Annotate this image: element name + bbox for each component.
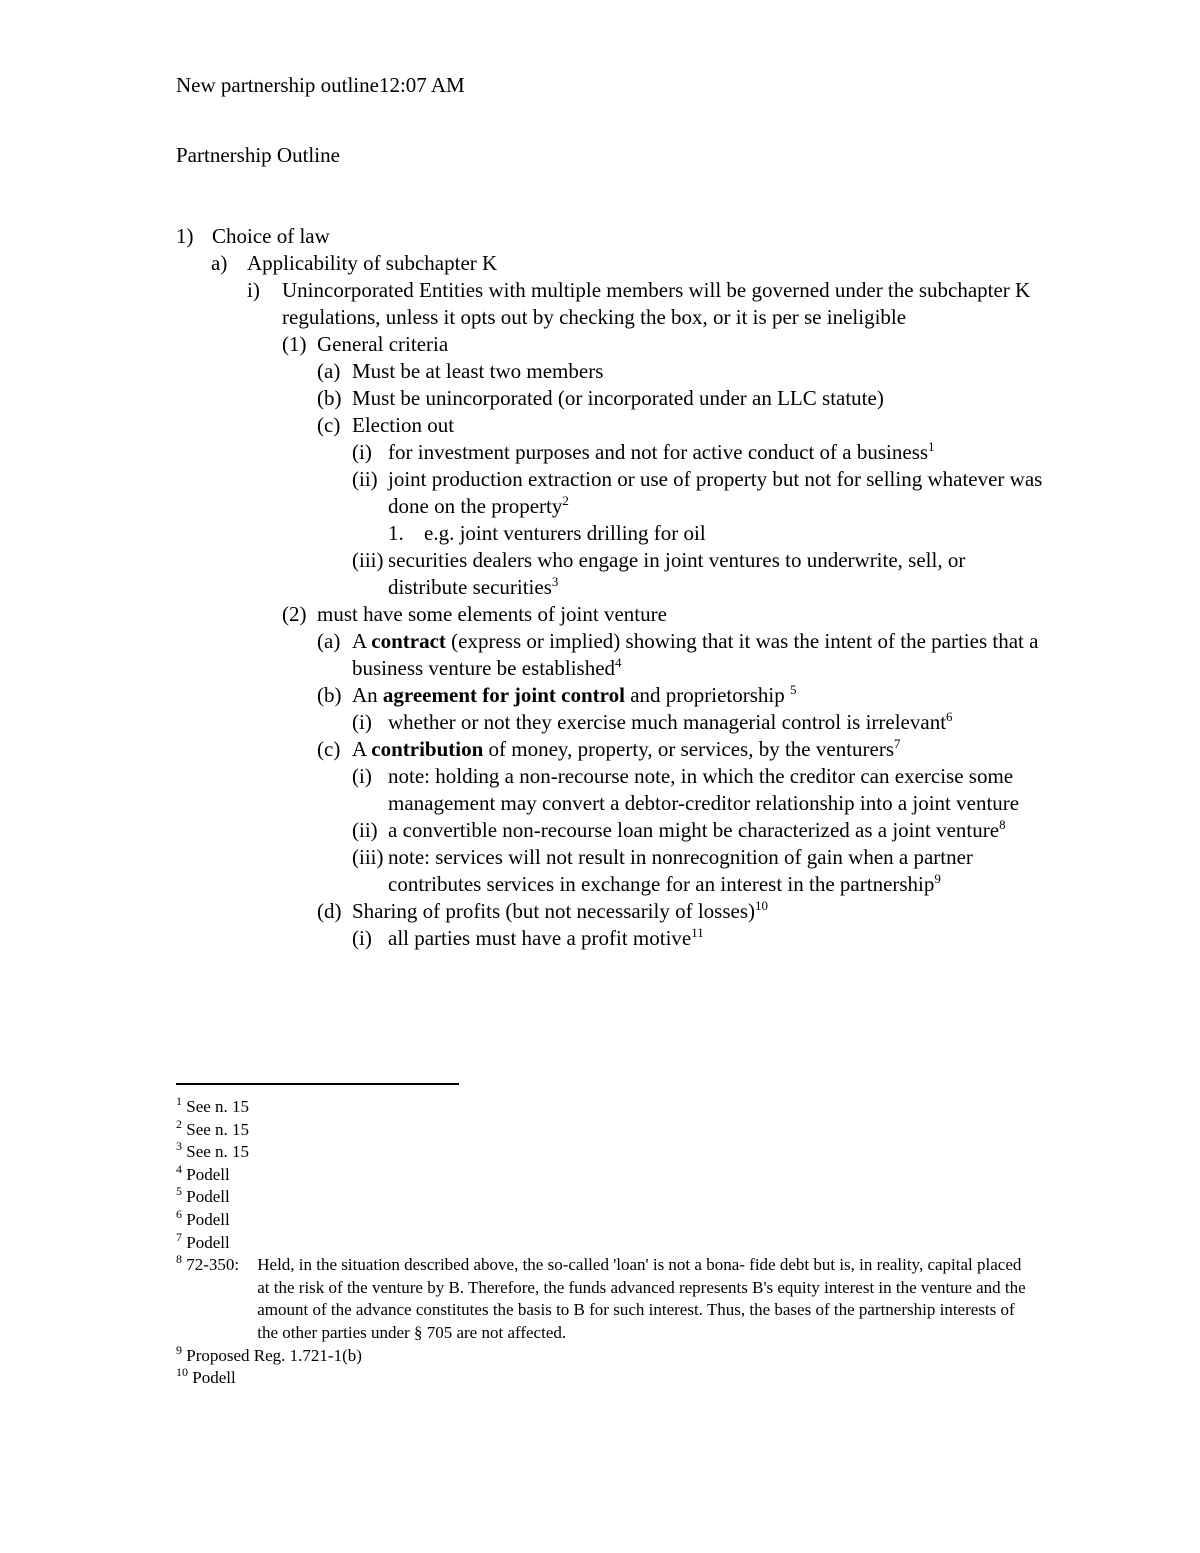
outline-text: whether or not they exercise much managerial control is irrelevant <box>388 710 947 734</box>
footnote-number: 7 <box>176 1229 182 1244</box>
outline-text: all parties must have a profit motive <box>388 926 692 950</box>
footnote-ref: 11 <box>691 925 704 940</box>
outline-text-pre: A <box>352 629 372 653</box>
outline-text-pre: An <box>352 683 383 707</box>
outline-text-post: (express or implied) showing that it was the intent of the parties that a business venture be established <box>352 629 1039 680</box>
footnote-lead: 72-350: <box>186 1255 240 1275</box>
footnote-text: See n. 15 <box>186 1142 250 1162</box>
footnote-number: 4 <box>176 1161 182 1176</box>
outline-item-n2d <box>176 898 1046 925</box>
outline-text: for investment purposes and not for active conduct of a business <box>388 440 929 464</box>
footnote-text: See n. 15 <box>186 1119 250 1139</box>
footnotes <box>176 1096 1036 1390</box>
outline-label: (ii) <box>352 467 378 491</box>
outline-label: (i) <box>352 926 372 950</box>
footnote-ref: 7 <box>894 736 901 751</box>
footnote-10 <box>176 1367 1036 1390</box>
outline-text: joint production extraction or use of property but not for selling whatever was done on the property <box>388 467 1043 518</box>
footnote-text: Proposed Reg. 1.721-1(b) <box>186 1345 362 1365</box>
footnote-number: 2 <box>176 1116 182 1131</box>
outline-text: General criteria <box>317 332 449 356</box>
footnote-text: Podell <box>186 1209 230 1229</box>
outline-text: Applicability of subchapter K <box>247 251 498 275</box>
outline-text: Choice of law <box>212 224 330 248</box>
footnote-number: 3 <box>176 1139 182 1154</box>
outline-label: (iii) <box>352 845 384 869</box>
outline-item-n1cii <box>176 466 1046 520</box>
footnote-text: Podell <box>186 1232 230 1252</box>
outline-text: note: services will not result in nonrecognition of gain when a partner contributes services in exchange for an interest in the partnership <box>388 845 973 896</box>
footnote-2 <box>176 1116 1036 1142</box>
footnote-text: Podell <box>192 1368 236 1388</box>
footnote-ref: 5 <box>790 682 797 697</box>
outline-item-n1ci <box>176 439 1046 466</box>
outline-bold-term: contract <box>371 629 446 653</box>
outline-label: 1. <box>388 521 404 545</box>
outline-label: (i) <box>352 764 372 788</box>
outline-label: (i) <box>352 440 372 464</box>
outline-text: must have some elements of joint venture <box>317 602 667 626</box>
outline-item-n2bi <box>176 709 1046 736</box>
outline <box>176 223 1046 952</box>
outline-label: (b) <box>317 683 342 707</box>
footnote-ref: 1 <box>928 439 935 454</box>
outline-label: (a) <box>317 629 341 653</box>
footnote-number: 6 <box>176 1206 182 1221</box>
header-doc-name: New partnership outline <box>176 73 379 97</box>
footnote-ref: 9 <box>934 871 941 886</box>
footnote-5 <box>176 1186 1036 1209</box>
outline-item-n1b <box>176 385 1046 412</box>
outline-text: Election out <box>352 413 455 437</box>
page-header <box>176 72 465 99</box>
outline-label: (2) <box>282 602 307 626</box>
outline-item-1a <box>176 250 1046 277</box>
page-title: Partnership Outline <box>176 143 340 167</box>
outline-item-n2di <box>176 925 1046 952</box>
footnote-3 <box>176 1141 1036 1164</box>
footnote-number: 9 <box>176 1342 182 1357</box>
footnote-4 <box>176 1161 1036 1187</box>
footnote-text: Held, in the situation described above, the so-called 'loan' is not a bona- fide debt but is, in reality, capital placed at the risk of the venture by B. Therefore, the funds advanced represents B's equity interest in the venture and the amount of the advance constitutes the basis to B for such interest. Thus, the bases of the partnership interests of the other parties under § 705 are not affected. <box>257 1255 1026 1342</box>
outline-bold-term: contribution <box>371 737 484 761</box>
footnote-ref: 6 <box>946 709 953 724</box>
outline-item-n2cii <box>176 817 1046 844</box>
footnote-6 <box>176 1206 1036 1232</box>
footnote-7 <box>176 1229 1036 1255</box>
outline-label: (iii) <box>352 548 384 572</box>
outline-text-pre: A <box>352 737 372 761</box>
outline-text: securities dealers who engage in joint ventures to underwrite, sell, or distribute securities <box>388 548 966 599</box>
outline-item-n2ciii <box>176 844 1046 898</box>
outline-text-post: of money, property, or services, by the venturers <box>483 737 895 761</box>
outline-text: note: holding a non-recourse note, in which the creditor can exercise some management may convert a debtor-creditor relationship into a joint venture <box>388 764 1020 815</box>
outline-item-n2ci <box>176 763 1046 817</box>
outline-label: (b) <box>317 386 342 410</box>
footnote-ref: 4 <box>615 655 622 670</box>
footnote-number: 10 <box>176 1365 188 1380</box>
outline-item-1ai <box>176 277 1046 331</box>
outline-label: (1) <box>282 332 307 356</box>
footnote-ref: 8 <box>999 817 1006 832</box>
outline-item-1 <box>176 223 1046 250</box>
outline-label: (i) <box>352 710 372 734</box>
outline-label: i) <box>247 278 260 302</box>
outline-text: Must be at least two members <box>352 359 604 383</box>
footnote-number: 5 <box>176 1184 182 1199</box>
outline-text: Unincorporated Entities with multiple members will be governed under the subchapter K regulations, unless it opts out by checking the box, or it is per se ineligible <box>282 278 1031 329</box>
outline-item-n1cii1 <box>176 520 1046 547</box>
outline-item-n2 <box>176 601 1046 628</box>
outline-item-n1ciii <box>176 547 1046 601</box>
outline-label: 1) <box>176 224 194 248</box>
outline-text-post: and proprietorship <box>624 683 790 707</box>
outline-item-n2a <box>176 628 1046 682</box>
outline-text: Must be unincorporated (or incorporated under an LLC statute) <box>352 386 884 410</box>
outline-item-n2c <box>176 736 1046 763</box>
outline-label: (c) <box>317 413 341 437</box>
footnote-9 <box>176 1342 1036 1368</box>
outline-text: a convertible non-recourse loan might be characterized as a joint venture <box>388 818 1000 842</box>
outline-label: (ii) <box>352 818 378 842</box>
outline-item-n1c <box>176 412 1046 439</box>
footnote-8 <box>176 1254 1036 1344</box>
footnote-1 <box>176 1096 1036 1119</box>
outline-item-n2b <box>176 682 1046 709</box>
footnote-text: See n. 15 <box>186 1097 250 1116</box>
outline-label: a) <box>211 251 228 275</box>
footnote-number: 1 <box>176 1094 182 1108</box>
footnote-ref: 2 <box>562 493 569 508</box>
outline-item-n1 <box>176 331 1046 358</box>
footnote-ref: 3 <box>551 574 559 589</box>
footnote-ref: 10 <box>755 898 769 913</box>
outline-text: e.g. joint venturers drilling for oil <box>424 521 706 545</box>
outline-label: (d) <box>317 899 342 923</box>
footnote-text: Podell <box>186 1187 230 1207</box>
footnote-number: 8 <box>176 1252 182 1267</box>
header-time: 12:07 AM <box>378 73 465 97</box>
footnote-separator <box>176 1083 459 1085</box>
outline-text: Sharing of profits (but not necessarily of losses) <box>352 899 756 923</box>
footnote-text: Podell <box>186 1164 230 1184</box>
outline-label: (a) <box>317 359 341 383</box>
outline-item-n1a <box>176 358 1046 385</box>
outline-label: (c) <box>317 737 341 761</box>
outline-bold-term: agreement for joint control <box>382 683 625 707</box>
